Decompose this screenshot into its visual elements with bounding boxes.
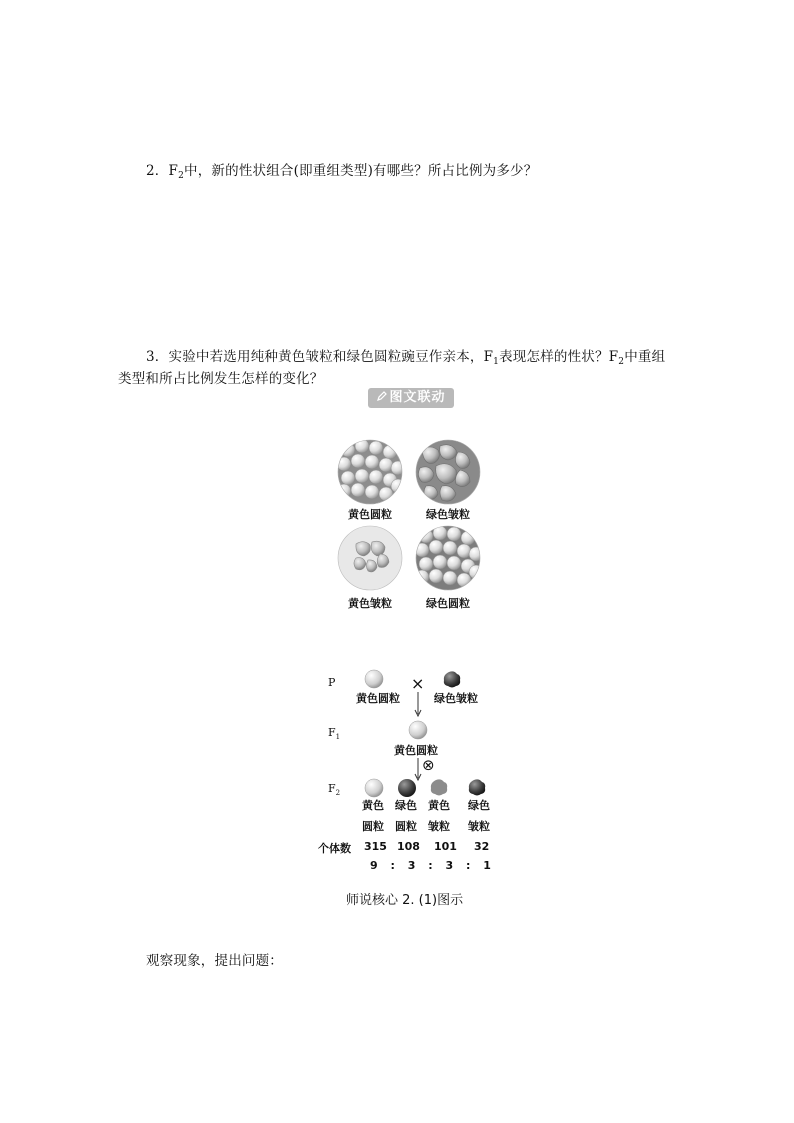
f2-letter: F — [328, 782, 336, 795]
pea-yellow-round — [365, 670, 383, 688]
q3-text-c: 中重组 — [624, 349, 666, 365]
label-f1 — [328, 726, 340, 741]
caption-yellow-round: 黄色圆粒 — [348, 508, 392, 521]
question-number: 2． — [146, 163, 169, 179]
q3-text-b: 表现怎样的性状？F — [499, 349, 619, 365]
q3-sub-1: 1 — [493, 357, 500, 367]
ratio-2: 3 — [407, 859, 416, 872]
pea-f2-yellow-wrinkled — [431, 779, 447, 795]
f-letter: F — [168, 163, 179, 179]
caption-green-round: 绿色圆粒 — [426, 597, 470, 610]
label-p: P — [328, 676, 336, 689]
figure-caption: 师说核心 2. (1)图示 — [346, 893, 464, 908]
observe-prompt: 观察现象，提出问题： — [146, 953, 283, 969]
offspring-3-line1: 黄色 — [428, 799, 450, 812]
question-text: 中，新的性状组合(即重组类型)有哪些？所占比例为多少？ — [184, 163, 538, 179]
pea-green-wrinkled — [444, 671, 460, 687]
count-label: 个体数 — [318, 842, 351, 855]
count-yellow-wrinkled: 101 — [434, 840, 457, 853]
f-subscript: 2 — [178, 171, 185, 181]
pea-f2-green-wrinkled — [469, 779, 485, 795]
ratio-3: 3 — [445, 859, 454, 872]
f1-phenotype-label: 黄色圆粒 — [394, 744, 438, 757]
pea-f2-green-round — [398, 779, 416, 797]
label-f2 — [328, 782, 340, 797]
f1-letter: F — [328, 726, 336, 739]
section-banner — [368, 388, 454, 408]
ratio-sep-2: : — [428, 859, 433, 872]
parent-right-label: 绿色皱粒 — [434, 692, 478, 705]
f1-subscript: 1 — [335, 733, 341, 741]
question-3-line-2: 类型和所占比例发生怎样的变化？ — [118, 371, 324, 387]
offspring-3-line2: 皱粒 — [428, 820, 450, 833]
offspring-2-line1: 绿色 — [395, 799, 417, 812]
cross-symbol: × — [411, 674, 425, 693]
offspring-2-line2: 圆粒 — [395, 820, 417, 833]
caption-green-wrinkled: 绿色皱粒 — [426, 508, 470, 521]
banner-label: 图文联动 — [389, 390, 446, 405]
photo-yellow-wrinkled — [338, 526, 402, 590]
parent-left-label: 黄色圆粒 — [356, 692, 400, 705]
q3-sub-2: 2 — [618, 357, 625, 367]
caption-yellow-wrinkled: 黄色皱粒 — [348, 597, 392, 610]
offspring-4-line1: 绿色 — [468, 799, 490, 812]
offspring-1-line1: 黄色 — [362, 799, 384, 812]
pencil-icon — [376, 390, 388, 402]
ratio-4: 1 — [483, 859, 491, 872]
ratio-1: 9 — [370, 859, 378, 872]
q3-text-a: 3．实验中若选用纯种黄色皱粒和绿色圆粒豌豆作亲本，F — [146, 349, 494, 365]
pea-f1-yellow-round — [409, 721, 427, 739]
count-green-round: 108 — [397, 840, 420, 853]
f2-subscript: 2 — [335, 789, 341, 797]
count-yellow-round: 315 — [364, 840, 387, 853]
ratio-sep-3: : — [466, 859, 471, 872]
pea-f2-yellow-round — [365, 779, 383, 797]
photo-green-wrinkled — [416, 440, 480, 504]
self-cross-symbol: ⊗ — [422, 756, 435, 774]
question-2 — [146, 160, 537, 187]
offspring-4-line2: 皱粒 — [468, 820, 490, 833]
count-green-wrinkled: 32 — [474, 840, 490, 853]
offspring-1-line2: 圆粒 — [362, 820, 384, 833]
ratio-sep-1: : — [390, 859, 395, 872]
cross-diagram-graphics — [340, 668, 540, 798]
ratio-row — [370, 859, 491, 872]
